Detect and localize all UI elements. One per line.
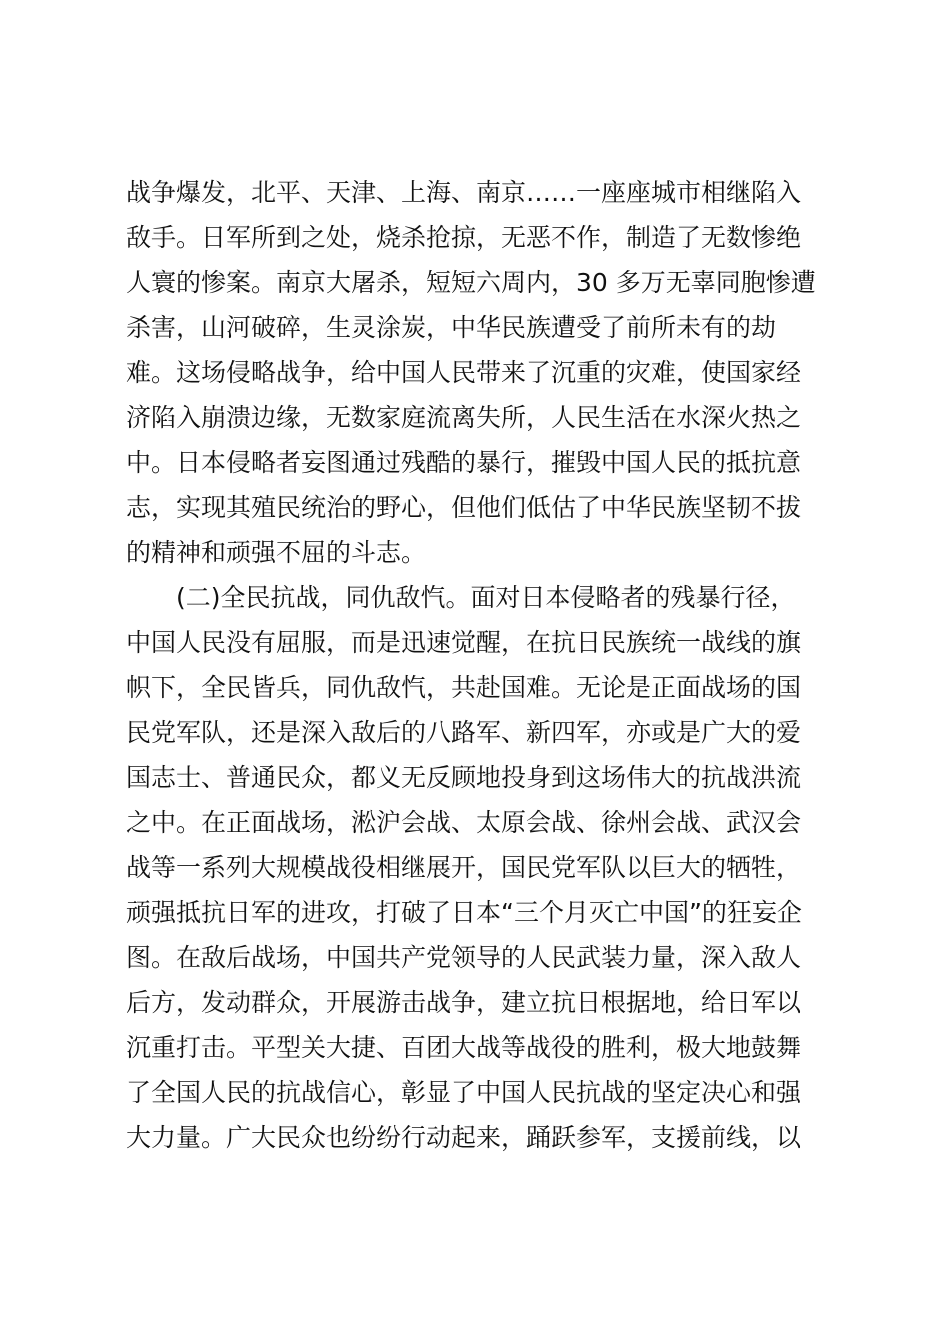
text-line: 中国人民没有屈服，而是迅速觉醒，在抗日民族统一战线的旗 [126, 628, 802, 657]
text-line: 之中。在正面战场，淞沪会战、太原会战、徐州会战、武汉会 [126, 808, 802, 837]
text-line: 了全国人民的抗战信心，彰显了中国人民抗战的坚定决心和强 [126, 1078, 802, 1107]
text-line: 济陷入崩溃边缘，无数家庭流离失所，人民生活在水深火热之 [126, 403, 802, 432]
text-line: 后方，发动群众，开展游击战争，建立抗日根据地，给日军以 [126, 988, 802, 1017]
paragraph-1 [126, 170, 831, 575]
text-line: 敌手。日军所到之处，烧杀抢掠，无恶不作，制造了无数惨绝 [126, 223, 802, 252]
text-line: 志，实现其殖民统治的野心，但他们低估了中华民族坚韧不拔 [126, 493, 802, 522]
text-line: 大力量。广大民众也纷纷行动起来，踊跃参军，支援前线，以 [126, 1123, 802, 1152]
text-line: 民党军队，还是深入敌后的八路军、新四军，亦或是广大的爱 [126, 718, 802, 747]
text-line: 国志士、普通民众，都义无反顾地投身到这场伟大的抗战洪流 [126, 763, 802, 792]
text-line: 顽强抵抗日军的进攻，打破了日本“三个月灭亡中国”的狂妄企 [126, 898, 802, 927]
text-line: 战等一系列大规模战役相继展开，国民党军队以巨大的牺牲， [126, 853, 802, 882]
text-line: 图。在敌后战场，中国共产党领导的人民武装力量，深入敌人 [126, 943, 802, 972]
text-line: 战争爆发，北平、天津、上海、南京……一座座城市相继陷入 [126, 178, 802, 207]
paragraph-2 [126, 575, 831, 1160]
text-line: (二)全民抗战，同仇敌忾。面对日本侵略者的残暴行径， [126, 583, 796, 612]
body-text [126, 170, 831, 1160]
text-line: 沉重打击。平型关大捷、百团大战等战役的胜利，极大地鼓舞 [126, 1033, 802, 1062]
text-line: 的精神和顽强不屈的斗志。 [126, 538, 427, 567]
text-line: 人寰的惨案。南京大屠杀，短短六周内，30 多万无辜同胞惨遭 [126, 268, 816, 297]
text-line: 难。这场侵略战争，给中国人民带来了沉重的灾难，使国家经 [126, 358, 802, 387]
text-line: 中。日本侵略者妄图通过残酷的暴行，摧毁中国人民的抵抗意 [126, 448, 802, 477]
text-line: 帜下，全民皆兵，同仇敌忾，共赴国难。无论是正面战场的国 [126, 673, 802, 702]
text-line: 杀害，山河破碎，生灵涂炭，中华民族遭受了前所未有的劫 [126, 313, 777, 342]
